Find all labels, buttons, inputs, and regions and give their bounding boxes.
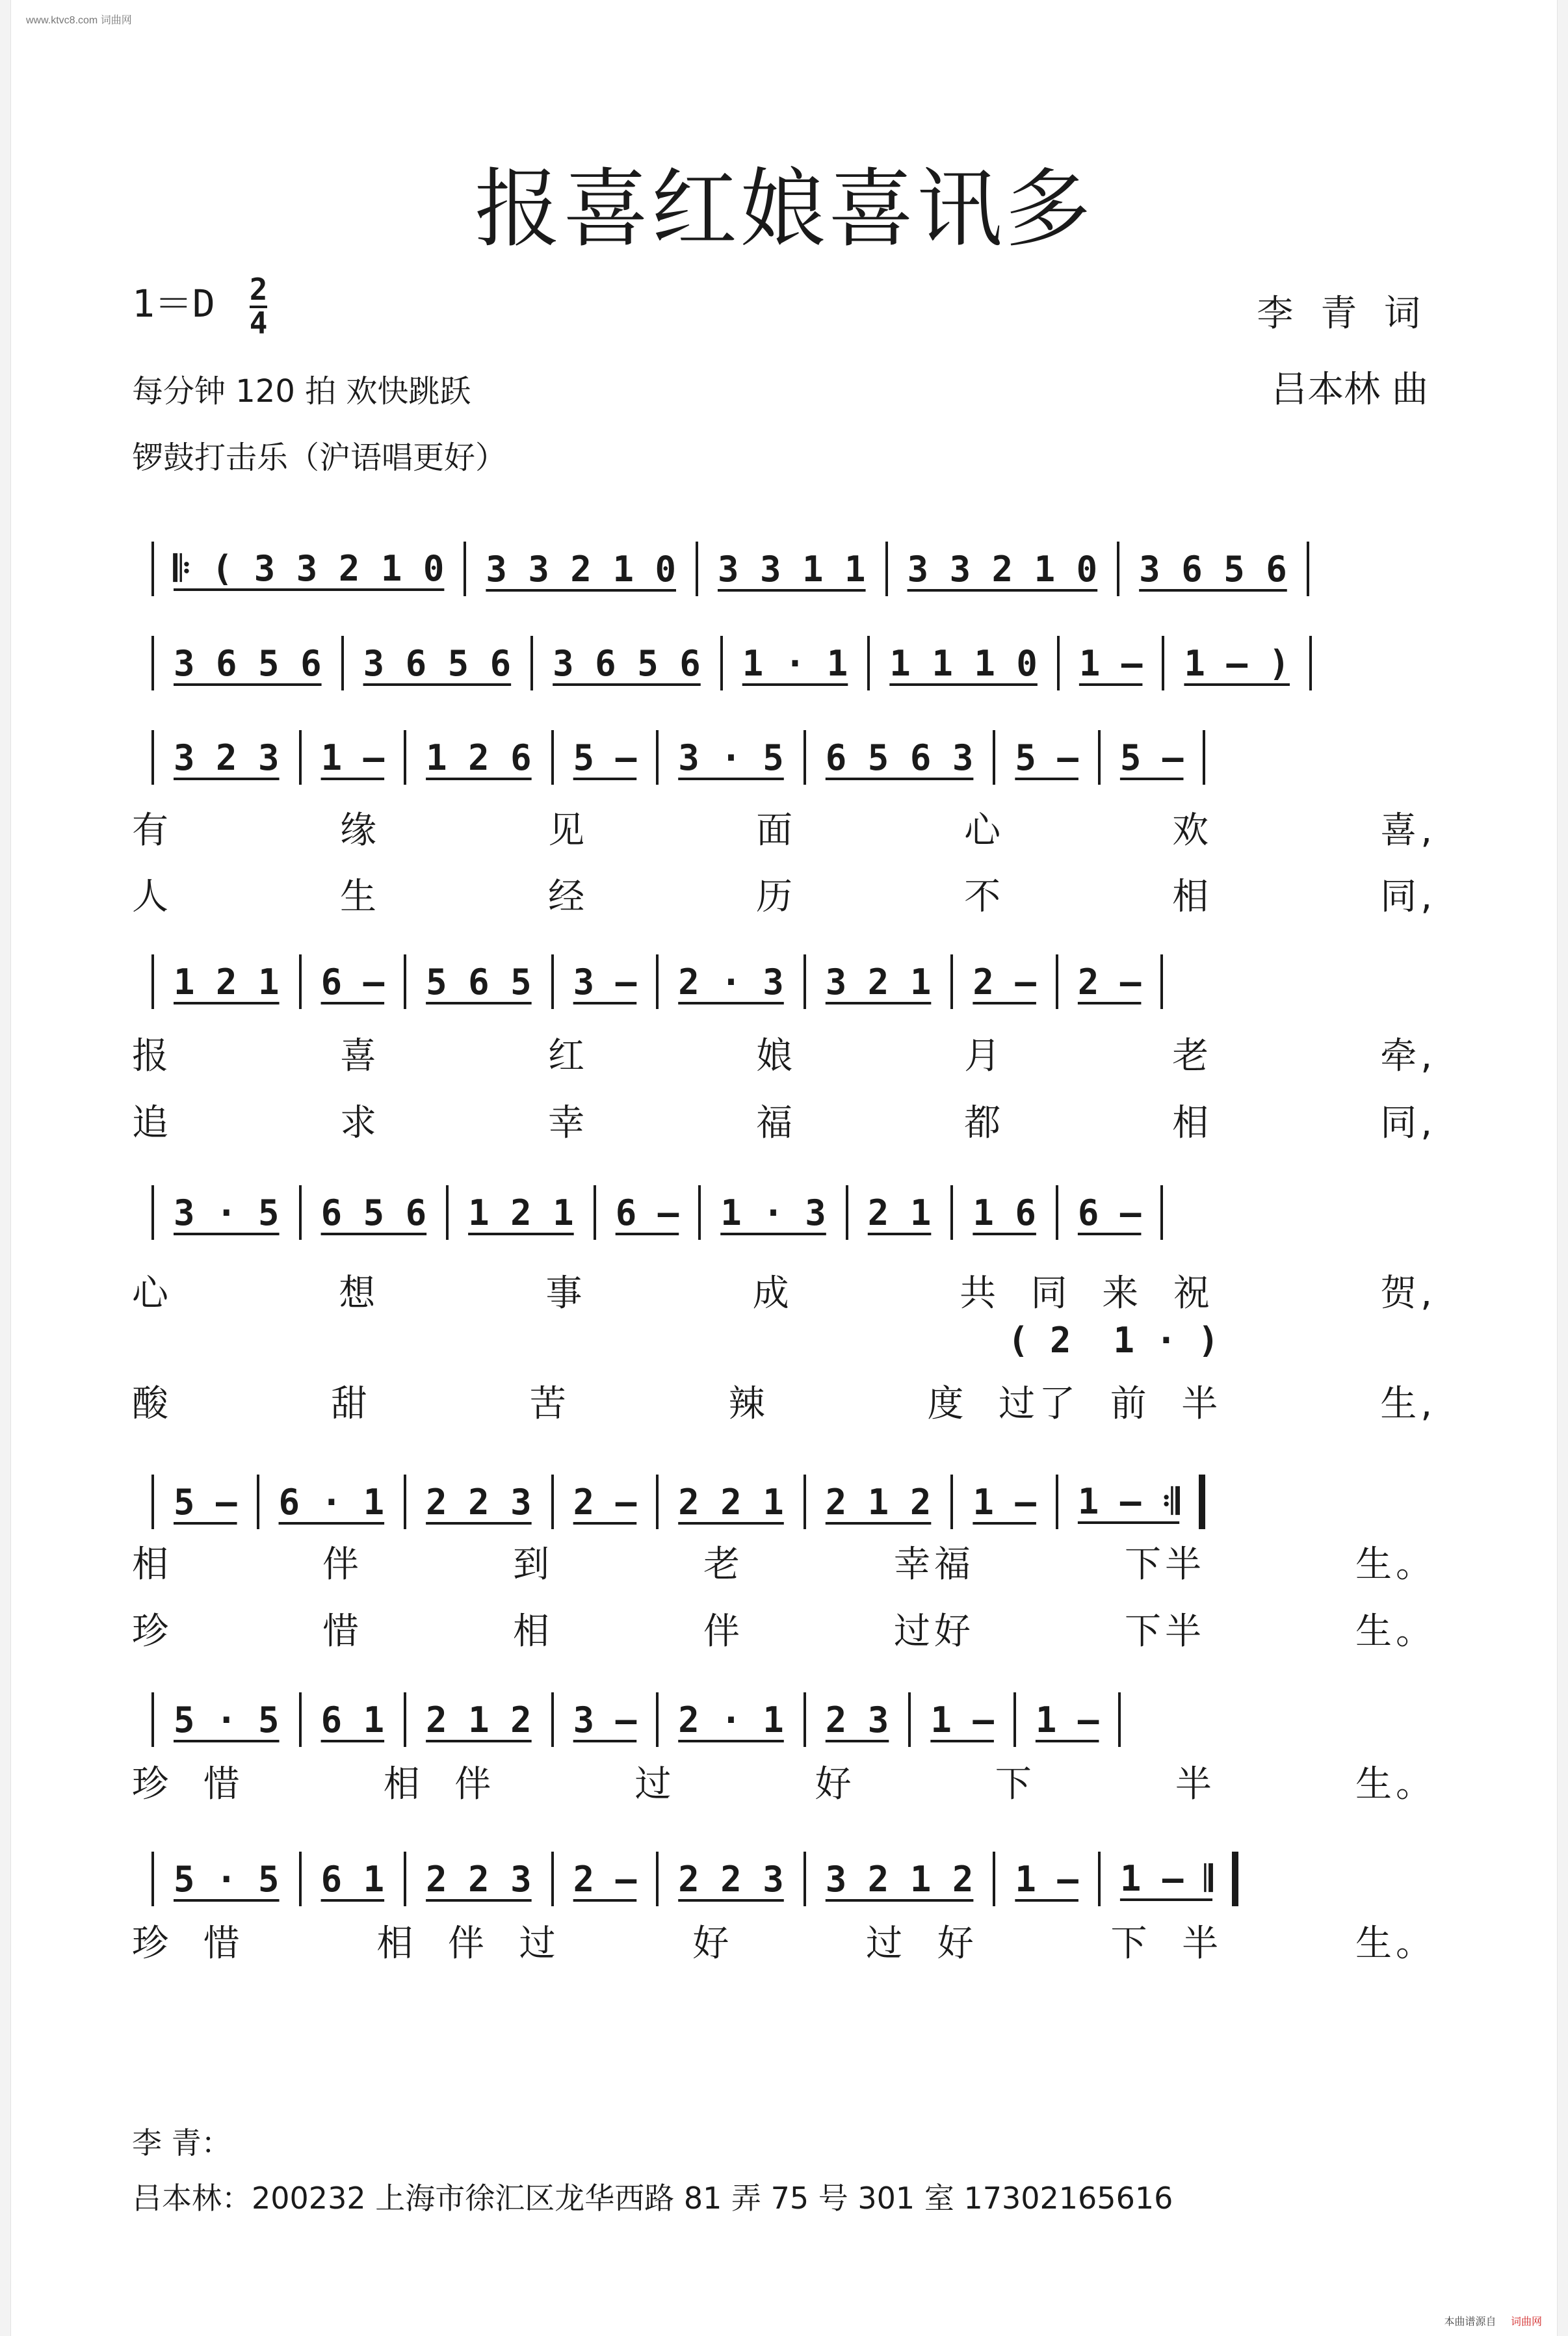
barline: [804, 730, 806, 785]
measure: 1 – 𝄇: [1077, 1481, 1180, 1522]
lyric-line: [132, 1027, 1436, 1079]
barline: [1307, 542, 1309, 596]
lyric-line: [132, 1603, 1436, 1655]
lyric-word: 下: [995, 1763, 1036, 1805]
measure: 2 3: [825, 1699, 889, 1740]
barline: [446, 1185, 449, 1240]
lyric-word: 报: [132, 1035, 172, 1077]
lyric-word: 心: [132, 1272, 172, 1315]
lyric-word: 度 过了 前 半: [927, 1383, 1222, 1425]
measure: 5 –: [1015, 737, 1078, 778]
lyric-word: 成: [752, 1272, 793, 1315]
lyric-word: 相: [1172, 1102, 1213, 1144]
barline: [804, 1852, 806, 1906]
percussion-note: 锣鼓打击乐（沪语唱更好）: [132, 440, 507, 476]
barline: [1160, 954, 1163, 1009]
lyric-word: 幸福: [894, 1543, 974, 1586]
measure: 2 · 3: [678, 961, 784, 1003]
score-row: [132, 627, 1436, 699]
measure: 6 5 6 3: [825, 737, 974, 778]
lyric-word: 喜: [340, 1035, 381, 1077]
barline: [551, 1692, 554, 1747]
lyric-word: 生。: [1355, 1543, 1436, 1586]
barline: [804, 1475, 806, 1529]
barline: [804, 1692, 806, 1747]
footer-site-name: 词曲网: [1510, 2316, 1542, 2328]
key-signature: [132, 271, 268, 341]
measure: 6 · 1: [278, 1481, 385, 1523]
barline: [846, 1185, 848, 1240]
barline: [1098, 730, 1101, 785]
lyric-word: 共 同 来 祝: [960, 1272, 1214, 1315]
barline: [1203, 730, 1205, 785]
barline: [656, 954, 659, 1009]
barline: [530, 636, 533, 690]
score-row: [132, 1466, 1436, 1538]
measure: 1 –: [1078, 642, 1143, 684]
lyric-word: 不: [964, 876, 1005, 918]
lyric-word: 下半: [1125, 1610, 1205, 1653]
lyric-word: 相: [132, 1543, 172, 1586]
barline: [404, 1692, 406, 1747]
barline: [1057, 636, 1060, 690]
lyric-word: 过好: [894, 1610, 974, 1653]
barline: [551, 1852, 554, 1906]
lyric-word: 下 半: [1110, 1923, 1223, 1965]
barline: [656, 1475, 659, 1529]
measure: 5 · 5: [174, 1858, 280, 1900]
measure: 3 6 5 6: [174, 642, 322, 684]
lyric-word: 相 伴 过: [376, 1923, 560, 1965]
barline: [656, 1692, 659, 1747]
measure: 1 1 1 0: [889, 642, 1038, 684]
left-margin-strip: [0, 0, 11, 2336]
barline: [151, 542, 154, 596]
measure: 𝄆 ( 3 3 2 1 0: [174, 548, 445, 589]
measure: 3 –: [573, 1699, 637, 1740]
lyric-word: 红: [548, 1035, 589, 1077]
contact-li-qing: 李 青：: [132, 2125, 231, 2160]
barline: [299, 954, 302, 1009]
lyricist-credit: 李 青 词: [1257, 293, 1428, 335]
measure: 3 6 5 6: [363, 642, 512, 684]
barline: [1056, 954, 1058, 1009]
barline: [993, 730, 995, 785]
barline: [299, 1692, 302, 1747]
barline: [720, 636, 723, 690]
barline: [1199, 1475, 1205, 1529]
lyric-word: 经: [548, 876, 589, 918]
score-row: [132, 722, 1436, 793]
lyric-word: 老: [1172, 1035, 1213, 1077]
barline: [151, 1852, 154, 1906]
lyric-line: [132, 802, 1436, 854]
lyric-word: 过: [634, 1763, 675, 1805]
site-watermark: www.ktvc8.com 词曲网: [26, 15, 132, 26]
measure: 3 3 2 1 0: [907, 548, 1098, 590]
measure: 5 –: [1119, 737, 1184, 778]
barline: [551, 730, 554, 785]
lyric-word: 想: [339, 1272, 380, 1315]
barline: [1056, 1475, 1058, 1529]
lyric-word: 追: [132, 1102, 172, 1144]
measure: 5 –: [174, 1481, 237, 1523]
lyric-word: 同,: [1380, 1102, 1436, 1144]
barline: [404, 1852, 406, 1906]
lyric-word: 生。: [1355, 1610, 1436, 1653]
barline: [551, 1475, 554, 1529]
lyric-word: 牵,: [1380, 1035, 1436, 1077]
barline: [1013, 1692, 1016, 1747]
lyric-word: 好: [815, 1763, 856, 1805]
measure: 1 · 3: [720, 1192, 826, 1233]
measure: 2 2 3: [678, 1858, 784, 1900]
lyric-word: 珍 惜: [132, 1923, 244, 1965]
lyric-word: 苦: [529, 1383, 570, 1425]
barline: [341, 636, 344, 690]
measure: 5 –: [573, 737, 637, 778]
lyric-word: 老: [703, 1543, 744, 1586]
barline: [696, 542, 698, 596]
measure: 1 6: [973, 1192, 1036, 1233]
lyric-word: 伴: [322, 1543, 363, 1586]
measure: 1 – 𝄂: [1119, 1858, 1213, 1899]
barline: [299, 730, 302, 785]
barline: [404, 1475, 406, 1529]
barline: [151, 636, 154, 690]
measure: 6 1: [320, 1699, 385, 1740]
lyric-word: 辣: [728, 1383, 769, 1425]
barline: [656, 1852, 659, 1906]
lyric-word: 相 伴: [383, 1763, 495, 1805]
lyric-word: 到: [513, 1543, 553, 1586]
barline: [1309, 636, 1312, 690]
measure: 3 2 1: [825, 961, 932, 1003]
time-signature: [249, 271, 268, 341]
lyric-word: 事: [545, 1272, 586, 1315]
measure: 6 –: [1077, 1192, 1142, 1233]
measure: 1 –: [930, 1699, 994, 1740]
time-numerator: 2: [249, 271, 268, 307]
measure: 1 –: [320, 737, 385, 778]
barline: [151, 954, 154, 1009]
lyric-word: 喜,: [1380, 809, 1436, 852]
lyric-line: [132, 1755, 1436, 1807]
barline: [464, 542, 466, 596]
barline: [993, 1852, 995, 1906]
lyric-line: [132, 1375, 1436, 1427]
measure: 3 2 3: [174, 737, 280, 778]
measure: 3 3 2 1 0: [486, 548, 676, 590]
score-row: [132, 533, 1436, 605]
barline: [257, 1475, 259, 1529]
lyric-word: 历: [756, 876, 797, 918]
lyric-word: 生: [340, 876, 381, 918]
right-margin-strip: [1557, 0, 1568, 2336]
measure: 6 –: [615, 1192, 679, 1233]
lyric-word: 都: [964, 1102, 1005, 1144]
footer-source: [1444, 2313, 1542, 2328]
lyric-line: [132, 1094, 1436, 1146]
lyric-word: 福: [756, 1102, 797, 1144]
time-denominator: 4: [249, 305, 268, 341]
measure: 2 1 2: [825, 1481, 932, 1523]
lyric-word: 面: [756, 809, 797, 852]
lyric-word: 幸: [548, 1102, 589, 1144]
measure: 3 2 1 2: [825, 1858, 974, 1900]
barline: [1118, 1692, 1121, 1747]
lyric-line: [132, 1265, 1436, 1317]
measure: 2 –: [573, 1481, 637, 1523]
lyric-word: 生。: [1355, 1763, 1436, 1805]
lyric-word: 珍 惜: [132, 1763, 244, 1805]
measure: 2 2 3: [426, 1481, 532, 1523]
lyric-word: 过 好: [866, 1923, 978, 1965]
tempo-marking: 每分钟 120 拍 欢快跳跃: [132, 373, 471, 410]
measure: 2 1: [867, 1192, 932, 1233]
barline: [151, 1692, 154, 1747]
lyric-word: 同,: [1380, 876, 1436, 918]
barline: [950, 1185, 953, 1240]
barline: [404, 954, 406, 1009]
score-row: [132, 1177, 1436, 1248]
barline: [404, 730, 406, 785]
measure: 2 –: [1077, 961, 1142, 1003]
barline: [1160, 1185, 1163, 1240]
barline: [950, 1475, 953, 1529]
measure: 3 3 1 1: [717, 548, 866, 590]
lyric-word: 心: [964, 809, 1005, 852]
barline: [656, 730, 659, 785]
measure: 1 2 1: [468, 1192, 574, 1233]
measure: 1 2 6: [426, 737, 532, 778]
lyric-word: 缘: [340, 809, 381, 852]
lyric-line: [132, 1536, 1436, 1588]
measure: 2 1 2: [426, 1699, 532, 1740]
measure: 2 –: [573, 1858, 637, 1900]
lyric-word: 求: [340, 1102, 381, 1144]
barline: [885, 542, 888, 596]
barline: [1098, 1852, 1101, 1906]
barline: [908, 1692, 911, 1747]
barline: [1056, 1185, 1058, 1240]
lyric-word: 惜: [322, 1610, 363, 1653]
footer-source-label: 本曲谱源自: [1444, 2316, 1496, 2328]
measure: 3 · 5: [678, 737, 784, 778]
barline: [867, 636, 870, 690]
lyric-word: 生。: [1355, 1923, 1436, 1965]
lyric-word: 有: [132, 809, 172, 852]
barline: [1232, 1852, 1238, 1906]
lyric-word: 相: [513, 1610, 553, 1653]
lyric-word: 月: [964, 1035, 1005, 1077]
measure: 6 5 6: [320, 1192, 427, 1233]
measure: 3 · 5: [174, 1192, 280, 1233]
lyric-word: 甜: [330, 1383, 371, 1425]
lyric-line: [132, 1915, 1436, 1967]
measure: 5 · 5: [174, 1699, 280, 1740]
contact-lv-benlin: 吕本林：200232 上海市徐汇区龙华西路 81 弄 75 号 301 室 17302165616: [132, 2181, 1173, 2216]
measure: 1 –: [1015, 1858, 1078, 1900]
barline: [698, 1185, 701, 1240]
lyric-word: 娘: [756, 1035, 797, 1077]
barline: [594, 1185, 596, 1240]
lyric-word: 贺,: [1380, 1272, 1436, 1315]
composer-credit: 吕本林 曲: [1271, 369, 1428, 411]
lyric-word: 好: [692, 1923, 733, 1965]
lyric-word: 珍: [132, 1610, 172, 1653]
key-label: 1＝D: [132, 282, 215, 326]
measure: 2 2 1: [678, 1481, 784, 1523]
lyric-line: [132, 868, 1436, 920]
measure: 2 –: [973, 961, 1036, 1003]
measure: 1 –: [973, 1481, 1036, 1523]
lyric-word: 酸: [132, 1383, 172, 1425]
lyric-word: 见: [548, 809, 589, 852]
measure: 5 6 5: [426, 961, 532, 1003]
song-title: 报喜红娘喜讯多: [475, 159, 1093, 259]
lyric-word: 伴: [703, 1610, 744, 1653]
lyric-word: 人: [132, 876, 172, 918]
barline: [299, 1852, 302, 1906]
measure: 1 –: [1035, 1699, 1099, 1740]
measure: 1 – ): [1184, 642, 1290, 684]
barline: [299, 1185, 302, 1240]
barline: [151, 730, 154, 785]
barline: [804, 954, 806, 1009]
alternate-notes: ( 2 1 · ): [1008, 1320, 1220, 1361]
barline: [1117, 542, 1119, 596]
score-row: [132, 1684, 1436, 1755]
measure: 6 1: [320, 1858, 385, 1900]
barline: [151, 1185, 154, 1240]
barline: [950, 954, 953, 1009]
score-row: [132, 946, 1436, 1017]
lyric-word: 下半: [1125, 1543, 1205, 1586]
measure: 3 –: [573, 961, 637, 1003]
measure: 1 2 1: [174, 961, 280, 1003]
lyric-word: 生,: [1380, 1383, 1436, 1425]
measure: 2 2 3: [426, 1858, 532, 1900]
lyric-word: 相: [1172, 876, 1213, 918]
barline: [1162, 636, 1164, 690]
barline: [551, 954, 554, 1009]
measure: 6 –: [320, 961, 385, 1003]
lyric-word: 欢: [1172, 809, 1213, 852]
measure: 3 6 5 6: [553, 642, 701, 684]
measure: 3 6 5 6: [1139, 548, 1287, 590]
measure: 1 · 1: [742, 642, 848, 684]
barline: [151, 1475, 154, 1529]
score-row: [132, 1843, 1436, 1915]
lyric-word: 半: [1175, 1763, 1216, 1805]
measure: 2 · 1: [678, 1699, 784, 1740]
